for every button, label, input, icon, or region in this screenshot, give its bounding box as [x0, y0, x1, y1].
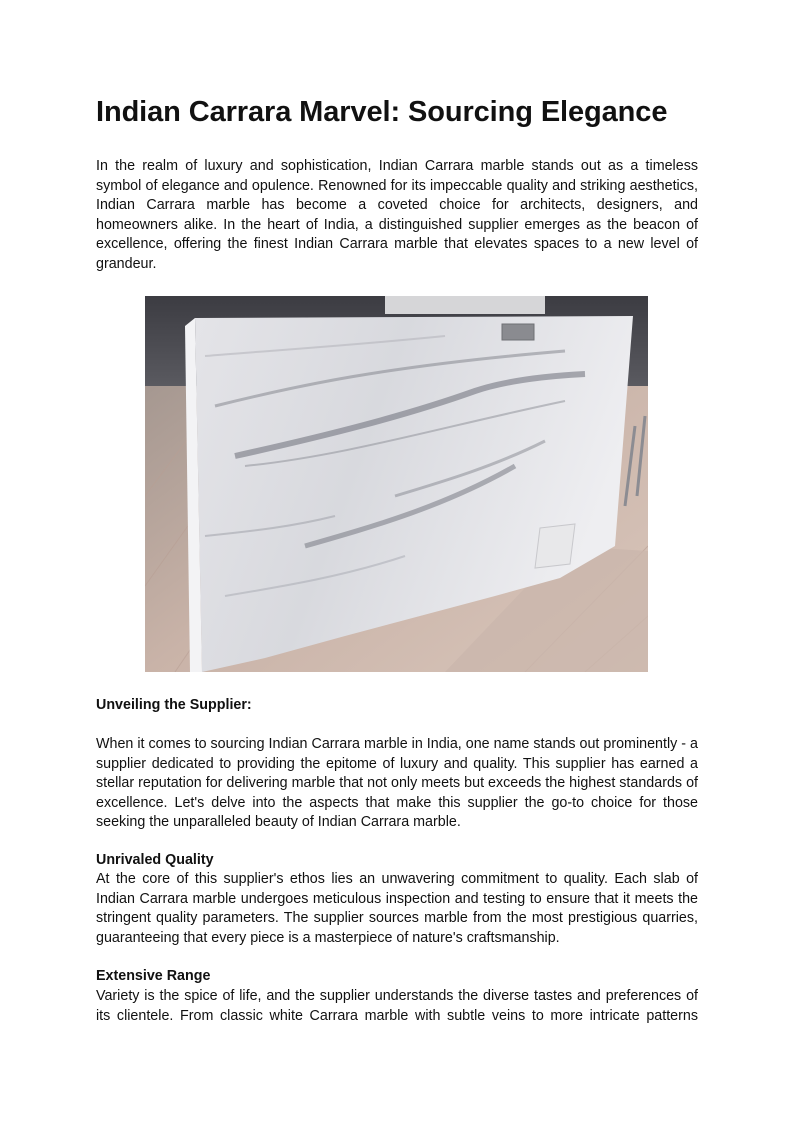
section-heading-supplier: Unveiling the Supplier: [96, 697, 252, 713]
section-heading-range: Extensive Range [96, 968, 211, 984]
page-title: Indian Carrara Marvel: Sourcing Elegance [96, 96, 668, 128]
intro-paragraph: In the realm of luxury and sophistication, Indian Carrara marble stands out as a timeless symbol of elegance and opulence. Renowned for its impeccable quality and striking aesthetics, Indian Carrara marble has become a coveted choice for architects, designers, and homeowners alike. In the heart of India, a distinguished supplier emerges as the beacon of excellence, offering the finest Indian Carrara marble that elevates spaces to a new level of grandeur. [96, 158, 698, 272]
section-body-quality: At the core of this supplier's ethos lies an unwavering commitment to quality. Each slab of Indian Carrara marble undergoes meticulous inspection and testing to ensure that it meets the stringent quality parameters. The supplier sources marble from the most prestigious quarries, guaranteeing that every piece is a masterpiece of nature's craftsmanship. [96, 871, 698, 946]
section-heading-quality: Unrivaled Quality [96, 852, 214, 868]
section-body-supplier: When it comes to sourcing Indian Carrara marble in India, one name stands out prominently - a supplier dedicated to providing the epitome of luxury and quality. This supplier has earned a stellar reputation for delivering marble that not only meets but exceeds the highest standards of excellence. Let's delve into the aspects that make this supplier the go-to choice for those seeking the unparalleled beauty of Indian Carrara marble. [96, 736, 698, 831]
marble-slab-photo [145, 296, 648, 672]
section-body-range: Variety is the spice of life, and the supplier understands the diverse tastes and preferences of its clientele. From classic white Carrara marble with subtle veins to more intricate patterns [96, 988, 698, 1024]
